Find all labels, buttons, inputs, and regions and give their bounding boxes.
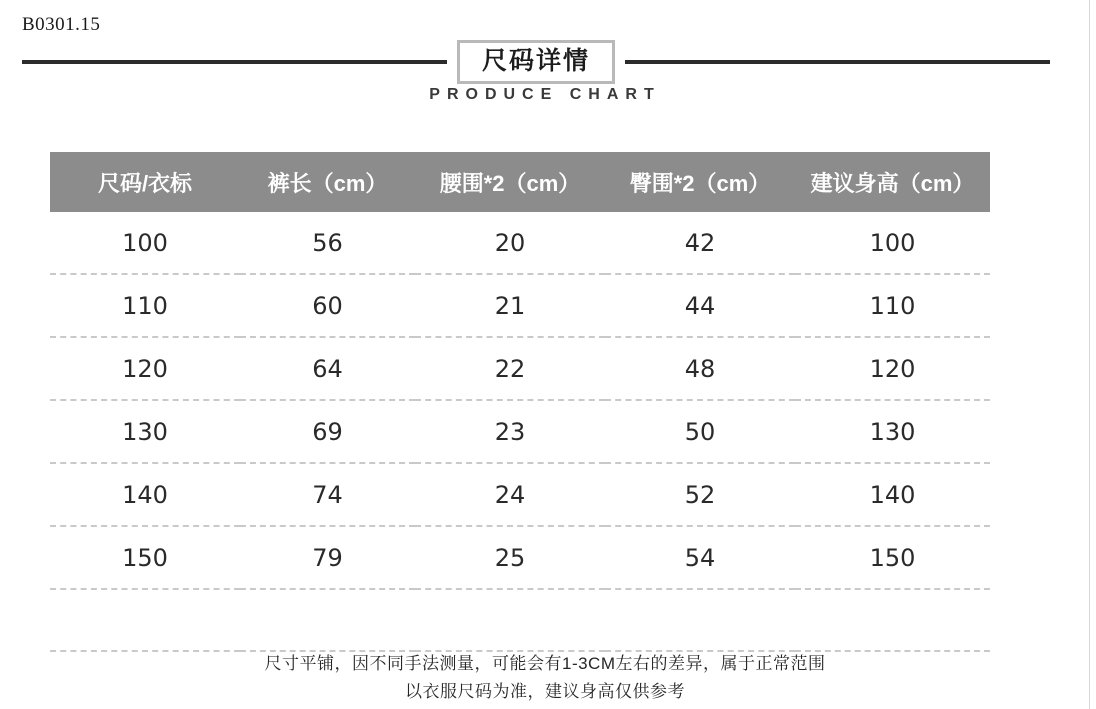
table-row [50, 526, 990, 589]
cell-size: 140 [50, 463, 240, 526]
measurement-notes [0, 650, 1090, 706]
cell-height: 110 [795, 274, 990, 337]
cell-hip: 52 [605, 463, 795, 526]
cell-pant-length: 69 [240, 400, 415, 463]
cell-pant-length: 74 [240, 463, 415, 526]
cell-empty [605, 589, 795, 651]
cell-pant-length: 56 [240, 212, 415, 274]
sku-code: B0301.15 [22, 14, 101, 35]
cell-waist: 21 [415, 274, 605, 337]
cell-hip: 50 [605, 400, 795, 463]
cell-size: 100 [50, 212, 240, 274]
cell-empty [50, 589, 240, 651]
note-line-2: 以衣服尺码为准，建议身高仅供参考 [405, 682, 685, 701]
column-header-height: 建议身高（cm） [795, 152, 990, 212]
cell-size: 110 [50, 274, 240, 337]
cell-height: 150 [795, 526, 990, 589]
cell-height: 120 [795, 337, 990, 400]
cell-waist: 22 [415, 337, 605, 400]
cell-pant-length: 60 [240, 274, 415, 337]
cell-hip: 44 [605, 274, 795, 337]
cell-pant-length: 64 [240, 337, 415, 400]
table-row-empty [50, 589, 990, 651]
cell-height: 140 [795, 463, 990, 526]
cell-size: 130 [50, 400, 240, 463]
table-header-row [50, 152, 990, 212]
cell-waist: 23 [415, 400, 605, 463]
cell-height: 100 [795, 212, 990, 274]
column-header-pant-length: 裤长（cm） [240, 152, 415, 212]
column-header-hip: 臀围*2（cm） [605, 152, 795, 212]
cell-empty [240, 589, 415, 651]
cell-size: 150 [50, 526, 240, 589]
page-title: 尺码详情 [457, 40, 615, 85]
cell-hip: 42 [605, 212, 795, 274]
table-row [50, 463, 990, 526]
cell-waist: 25 [415, 526, 605, 589]
page-edge-strip [1089, 0, 1096, 709]
rule-right [625, 60, 1050, 64]
cell-waist: 24 [415, 463, 605, 526]
cell-pant-length: 79 [240, 526, 415, 589]
size-chart [50, 152, 990, 652]
cell-hip: 48 [605, 337, 795, 400]
table-row [50, 212, 990, 274]
table-row [50, 337, 990, 400]
table-row [50, 274, 990, 337]
cell-empty [795, 589, 990, 651]
table-row [50, 400, 990, 463]
column-header-size: 尺码/衣标 [50, 152, 240, 212]
cell-empty [415, 589, 605, 651]
note-line-1: 尺寸平铺，因不同手法测量，可能会有1-3CM左右的差异，属于正常范围 [264, 654, 826, 673]
page-subtitle: PRODUCE CHART [429, 86, 661, 103]
cell-height: 130 [795, 400, 990, 463]
cell-waist: 20 [415, 212, 605, 274]
rule-left [22, 60, 447, 64]
size-table [50, 152, 990, 652]
column-header-waist: 腰围*2（cm） [415, 152, 605, 212]
cell-size: 120 [50, 337, 240, 400]
cell-hip: 54 [605, 526, 795, 589]
title-banner [0, 44, 1090, 80]
